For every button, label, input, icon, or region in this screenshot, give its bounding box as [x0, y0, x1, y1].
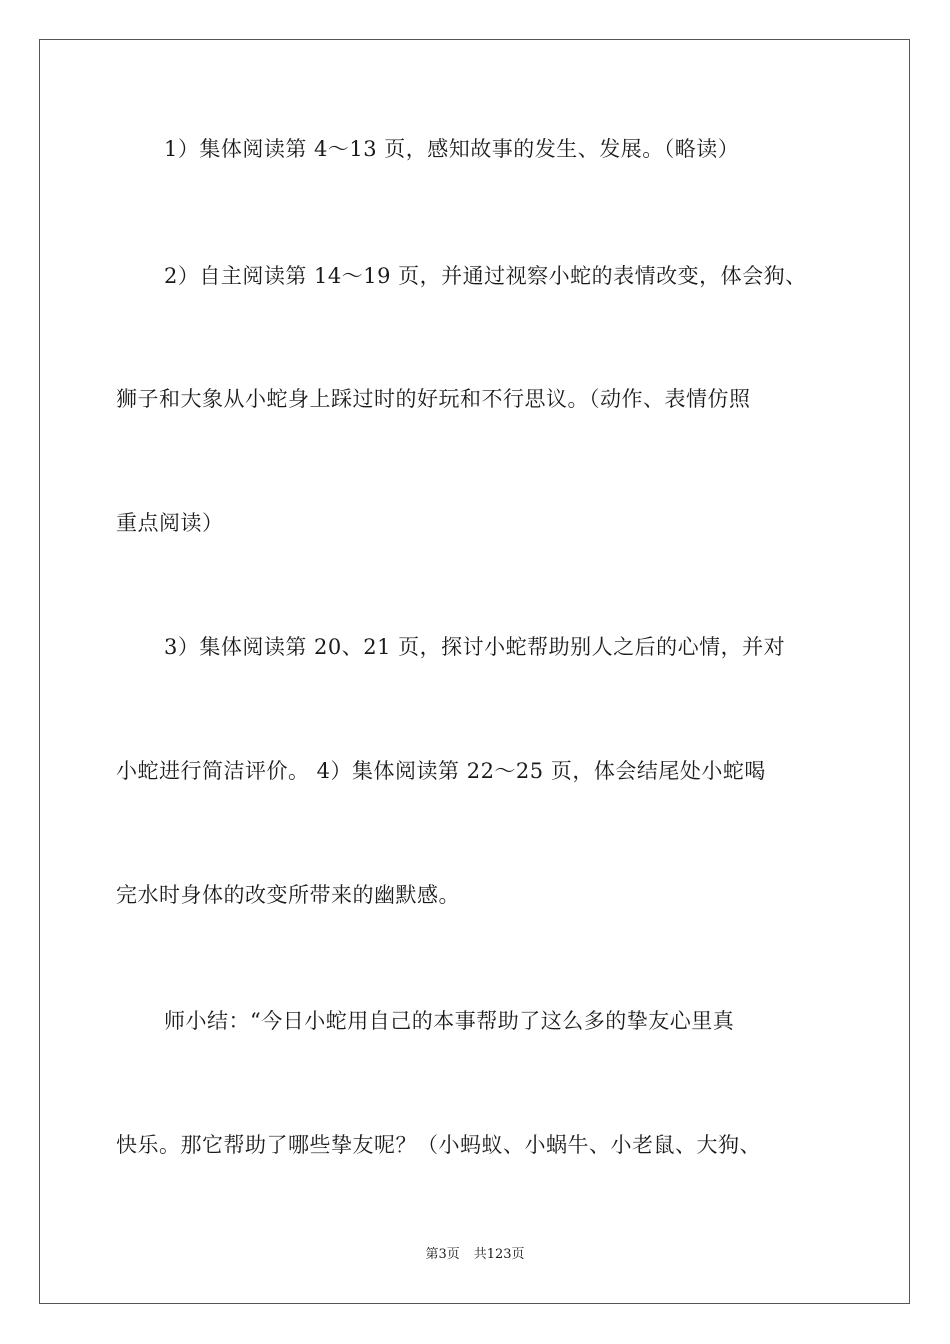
paragraph-line-2: 2）自主阅读第 14～19 页，并通过视察小蛇的表情改变，体会狗、: [164, 264, 807, 288]
page-border: [39, 39, 910, 1304]
page-footer: [0, 1246, 950, 1264]
page-total: 共123页: [473, 1247, 525, 1262]
paragraph-line-7: 完水时身体的改变所带来的幽默感。: [116, 883, 460, 907]
paragraph-line-6: 小蛇进行简洁评价。 4）集体阅读第 22～25 页，体会结尾处小蛇喝: [116, 759, 766, 783]
paragraph-line-5: 3）集体阅读第 20、21 页，探讨小蛇帮助别人之后的心情，并对: [164, 635, 786, 659]
paragraph-line-3: 狮子和大象从小蛇身上踩过时的好玩和不行思议。（动作、表情仿照: [116, 387, 751, 411]
paragraph-line-1: 1）集体阅读第 4～13 页，感知故事的发生、发展。（略读）: [164, 137, 740, 161]
paragraph-line-9: 快乐。那它帮助了哪些挚友呢？（小蚂蚁、小蜗牛、小老鼠、大狗、: [116, 1133, 761, 1157]
page-number: 第3页: [425, 1247, 460, 1262]
paragraph-line-4: 重点阅读）: [116, 511, 224, 535]
paragraph-line-8: 师小结：“今日小蛇用自己的本事帮助了这么多的挚友心里真: [164, 1009, 735, 1033]
